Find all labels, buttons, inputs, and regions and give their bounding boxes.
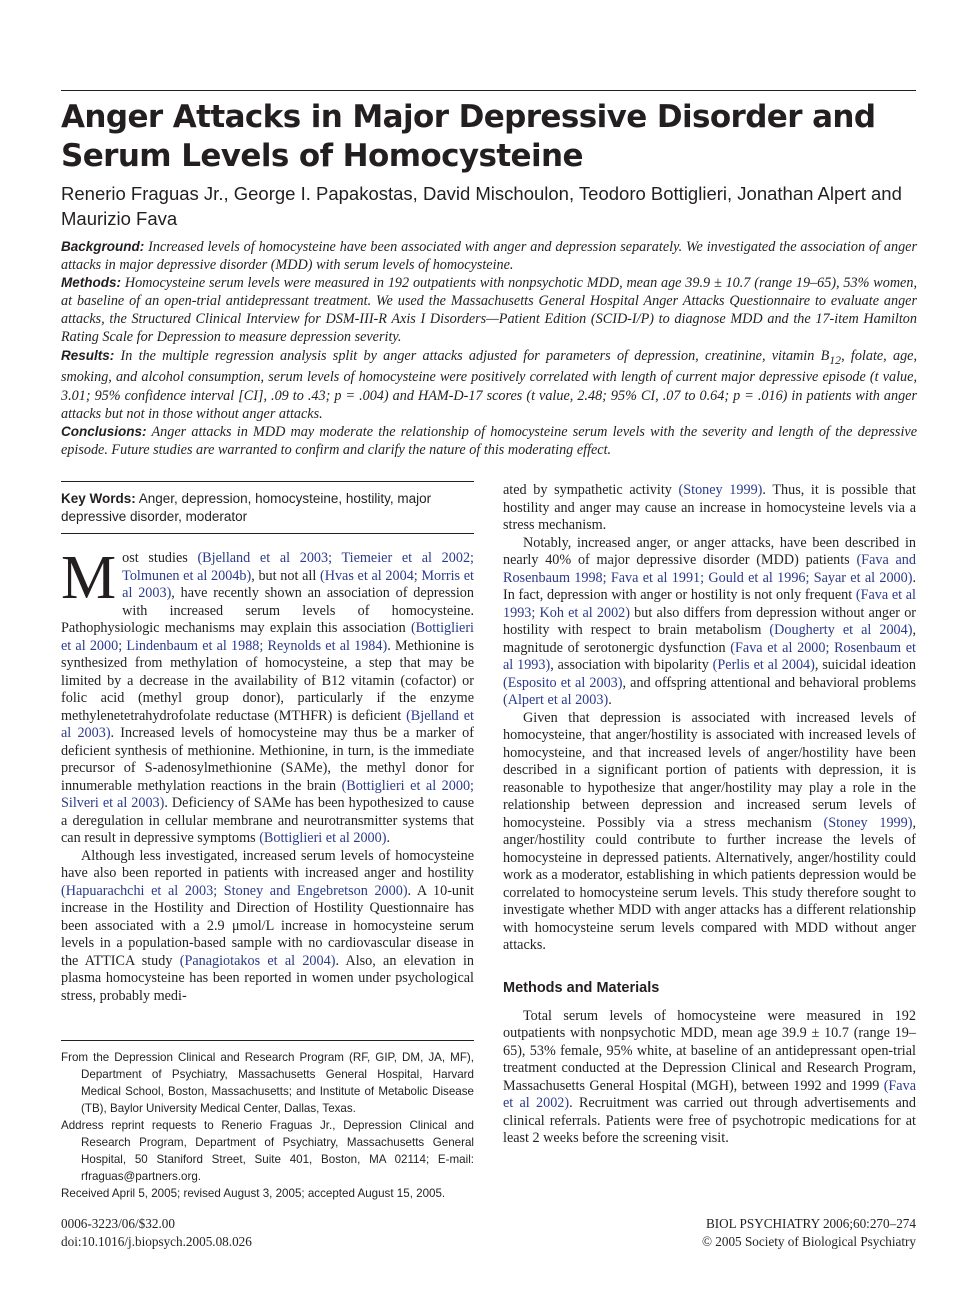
text-run: . Methionine is synthesized from methylation of homocysteine, a step that may be limited by a decrease in the availability of B12 vitamin (cofactor) or folic acid (methyl group donor), particularly if the enzyme methylenetetrahydrofolate reductase (MTHFR) is deficient: [61, 637, 474, 724]
citation-link[interactable]: (Hvas et al 2004; Morris et al 2003): [122, 567, 474, 601]
text-run: , suicidal ideation: [814, 657, 916, 673]
abstract-results-subscript: 12: [829, 352, 842, 367]
journal-citation: BIOL PSYCHIATRY 2006;60:270–274: [705, 1216, 916, 1231]
citation-link[interactable]: (Bottiglieri et al 2000; Silveri et al 2003): [61, 777, 474, 811]
citation-link[interactable]: (Bottiglieri et al 2000): [259, 830, 387, 846]
citation-link[interactable]: (Bjelland et al 2003; Tiemeier et al 2002; Tolmunen et al 2004b): [122, 550, 474, 584]
citation-link[interactable]: (Fava et al 2002): [503, 1077, 916, 1111]
intro-text-left: [61, 544, 474, 1005]
citation-link[interactable]: (Bjelland et al 2003): [61, 707, 474, 741]
affiliation-note: From the Depression Clinical and Research Program (RF, GIP, DM, JA, MF), Department of Psychiatry, Massachusetts General Hospital, Harvard Medical School, Boston, Massachusetts; and Institute of Metabolic Disease (TB), Baylor University Medical Center, Dallas, Texas.: [61, 1051, 474, 1115]
keywords: [61, 490, 474, 525]
abstract: [61, 238, 917, 459]
text-run: , magnitude of serotonergic dysfunction: [503, 622, 917, 656]
intro-text-right: [503, 482, 916, 955]
text-run: , but not all: [251, 567, 320, 584]
abstract-background-label: Background:: [61, 239, 145, 254]
paragraph: [61, 848, 474, 1006]
citation-link[interactable]: (Hapuarachchi et al 2003; Stoney and Engebretson 2000): [61, 882, 408, 899]
text-run: . In fact, depression with anger or hostility is not only frequent: [503, 569, 916, 603]
abstract-background: [61, 238, 917, 274]
reprint-note: Address reprint requests to Renerio Fraguas Jr., Depression Clinical and Research Program, Department of Psychiatry, Massachusetts General Hospital, 50 Staniford Street, Suite 401, Boston, MA 02114; E-mail: rfraguas@partners.org.: [61, 1119, 474, 1183]
issn-price: 0006-3223/06/$32.00: [61, 1216, 175, 1231]
paragraph: [503, 1008, 916, 1148]
citation-link[interactable]: (Stoney 1999): [678, 482, 763, 498]
citation-link[interactable]: (Esposito et al 2003): [503, 674, 623, 691]
abstract-conclusions-text: Anger attacks in MDD may moderate the relationship of homocysteine serum levels with the severity and length of the depressive episode. Future studies are warranted to confirm and clarify the nature of this moderating effect.: [61, 423, 917, 458]
text-run: . Thus, it is possible that hostility and anger may cause an increase in homocysteine levels via a stress mechanism.: [503, 482, 916, 533]
paragraph: [503, 710, 916, 955]
paragraph: [61, 544, 474, 848]
received-dates: Received April 5, 2005; revised August 3, 2005; accepted August 15, 2005.: [61, 1187, 446, 1200]
drop-cap: M: [61, 544, 117, 612]
keywords-text: Anger, depression, homocysteine, hostility, major depressive disorder, moderator: [61, 491, 432, 524]
citation-link[interactable]: (Fava et al 1993; Koh et al 2002): [503, 587, 917, 621]
citation-link[interactable]: (Fava et al 2000; Rosenbaum et al 1993): [503, 639, 917, 673]
text-run: , anger/hostility could contribute to further increase the levels of homocysteine in depressed patients. Alternatively, anger/hostility could work as a moderator, establishing in which patients depression would be correlated to homocysteine serum levels. This study therefore sought to investigate whether MDD with anger attacks has a different relationship with homocysteine serum levels compared with MDD without anger attacks.: [503, 814, 916, 953]
author-list: Renerio Fraguas Jr., George I. Papakostas, David Mischoulon, Teodoro Bottiglieri, Jonathan Alpert and Maurizio Fava: [61, 183, 902, 229]
text-run: , have recently shown an association of depression with increased serum levels of homocysteine. Pathophysiologic mechanisms may explain this association: [61, 585, 474, 636]
abstract-results-text-1: In the multiple regression analysis split by anger attacks adjusted for parameters of depression, creatinine, vitamin B: [120, 347, 830, 364]
footer-right: [560, 1215, 916, 1250]
doi: doi:10.1016/j.biopsych.2005.08.026: [61, 1233, 252, 1249]
keywords-label: Key Words:: [61, 491, 136, 506]
text-run: but also differs from depression without anger or hostility with respect to brain metabolism: [503, 604, 917, 638]
text-run: Total serum levels of homocysteine were measured in 192 outpatients with nonpsychotic MDD, mean age 39.9 ± 10.7 (range 19–65), 53% female, 95% white, at baseline of an antidepressant open-trial treatment conducted at the Depression Clinical and Research Program, Massachusetts General Hospital (MGH), between 1992 and 1999: [503, 1007, 916, 1094]
abstract-results-label: Results:: [61, 347, 115, 363]
abstract-methods-label: Methods:: [61, 275, 121, 291]
citation-link[interactable]: (Perlis et al 2004): [712, 657, 815, 673]
text-run: . A 10-unit increase in the Hostility and Direction of Hostility Questionnaire has been associated with a 2.9 μmol/L increase in homocysteine serum levels in a population-based sample with no cardiovascular disease in the ATTICA study: [61, 882, 474, 969]
keywords-bottom-rule: [61, 533, 474, 534]
paragraph: [503, 482, 916, 535]
text-run: .: [608, 692, 612, 708]
section-heading-methods: Methods and Materials: [503, 979, 660, 996]
text-run: Although less investigated, increased serum levels of homocysteine have also been reported in patients with increased anger and hostility: [61, 847, 474, 881]
abstract-methods-text: Homocysteine serum levels were measured in 192 outpatients with nonpsychotic MDD, mean age 39.9 ± 10.7 (range 19–65), 53% women, at baseline of an open-trial antidepressant treatment. We used the Massachusetts General Hospital Anger Attacks Questionnaire to evaluate anger attacks, the Structured Clinical Interview for DSM-III-R Axis I Disorders—Patient Edition (SCID-I/P) to diagnose MDD and the 17-item Hamilton Rating Scale for Depression to measure depression severity.: [61, 275, 917, 346]
citation-link[interactable]: (Alpert et al 2003): [503, 692, 609, 708]
text-run: , and offspring attentional and behavioral problems: [622, 674, 916, 691]
citation-link[interactable]: (Fava and Rosenbaum 1998; Fava et al 1991; Gould et al 1996; Sayar et al 2000): [503, 552, 916, 586]
abstract-results-text-2: , folate, age, smoking, and alcohol consumption, serum levels of homocysteine were positively correlated with length of current major depressive episode (t value, 3.01; 95% confidence interval [CI], .09 to .43; p = .004) and HAM-D-17 scores (t value, 2.48; 95% CI, .07 to 0.64; p = .016) in patients with anger attacks but not in those without anger attacks.: [61, 347, 918, 422]
citation-link[interactable]: (Bottiglieri et al 2000; Lindenbaum et al 1988; Reynolds et al 1984): [61, 620, 474, 654]
abstract-methods: [61, 274, 917, 346]
abstract-conclusions: [61, 423, 917, 459]
methods-text: [503, 1008, 916, 1148]
text-run: . Deficiency of SAMe has been hypothesized to cause a deregulation in cellular membrane and neurotransmitter systems that can result in depressive symptoms: [61, 795, 474, 846]
text-run: . Recruitment was carried out through advertisements and clinical referrals. Patients were free of psychotropic medications for at least 2 weeks before the screening visit.: [503, 1095, 916, 1146]
footer-left: [61, 1215, 252, 1250]
text-run: Given that depression is associated with increased levels of homocysteine, that anger/hostility is associated with increased levels of homocysteine, and that increased levels of anger/hostility have been described in a significant portion of patients with depression, it is reasonable to hypothesize that anger/hostility may play a role in the relationship between depression and increased serum levels of homocysteine. Possibly via a stress mechanism: [503, 709, 916, 831]
abstract-background-text: Increased levels of homocysteine have been associated with anger and depression separately. We investigated the association of anger attacks in major depressive disorder (MDD) with serum levels of homocysteine.: [61, 239, 918, 274]
text-run: .: [386, 830, 391, 846]
article-title: Anger Attacks in Major Depressive Disorder and Serum Levels of Homocysteine: [61, 99, 876, 174]
abstract-conclusions-label: Conclusions:: [61, 423, 147, 439]
text-run: . Increased levels of homocysteine may thus be a marker of deficient synthesis of methionine. Methionine, in turn, is the immediate precursor of S-adenosylmethionine (SAMe), the methyl donor for innumerable methylation reactions in the brain: [61, 725, 474, 794]
text-run: , association with bipolarity: [550, 657, 713, 673]
citation-link[interactable]: (Dougherty et al 2004): [769, 622, 913, 638]
left-column: [61, 481, 474, 1005]
citation-link[interactable]: (Panagiotakos et al 2004): [179, 952, 336, 969]
footnotes: [61, 1040, 474, 1202]
citation-link[interactable]: (Stoney 1999): [823, 814, 913, 831]
abstract-results: [61, 347, 917, 423]
keywords-top-rule: [61, 481, 474, 482]
copyright: © 2005 Society of Biological Psychiatry: [701, 1233, 916, 1249]
text-run: ated by sympathetic activity: [503, 482, 679, 498]
text-run: Notably, increased anger, or anger attacks, have been described in nearly 40% of major depressive disorder (MDD) patients: [503, 534, 916, 568]
text-run: . Also, an elevation in plasma homocysteine has been reported in women under psychological stress, probably medi-: [61, 952, 474, 1004]
text-run: ost studies: [122, 550, 198, 566]
right-column: [503, 482, 916, 1148]
header-rule: [61, 90, 916, 91]
paragraph: [503, 535, 916, 710]
